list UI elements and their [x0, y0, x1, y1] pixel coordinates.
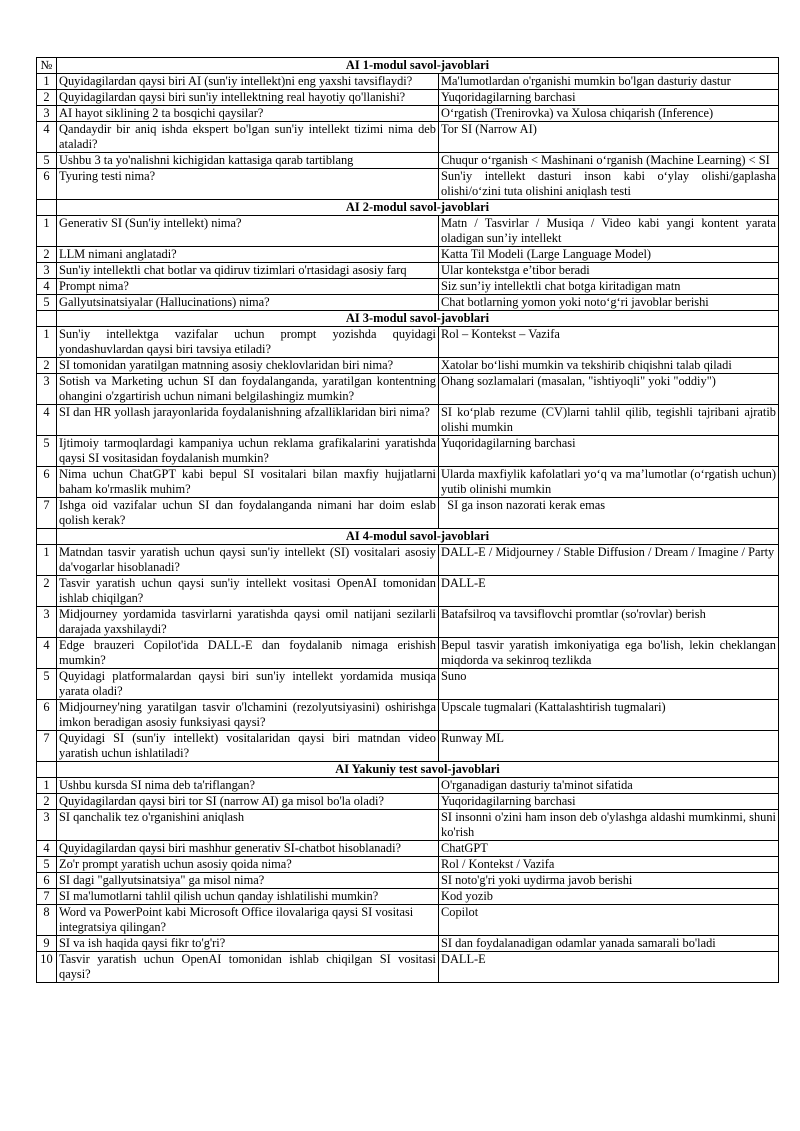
section-title: AI 1-modul savol-javoblari — [57, 58, 779, 74]
question-number: 6 — [37, 467, 57, 498]
question-text: Sun'iy intellektli chat botlar va qidiruv tizimlari o'rtasidagi asosiy farq — [57, 263, 439, 279]
question-text: Ushbu kursda SI nima deb ta'riflangan? — [57, 778, 439, 794]
question-number: 7 — [37, 731, 57, 762]
table-row — [37, 74, 779, 90]
answer-text: Upscale tugmalari (Kattalashtirish tugmalari) — [439, 700, 779, 731]
question-number: 2 — [37, 794, 57, 810]
question-text: Quyidagi SI (sun'iy intellekt) vositalaridan qaysi biri matndan video yaratish uchun ishlatiladi? — [57, 731, 439, 762]
question-text: Quyidagilardan qaysi biri AI (sun'iy intellekt)ni eng yaxshi tavsiflaydi? — [57, 74, 439, 90]
qa-table — [36, 57, 779, 983]
question-text: AI hayot siklining 2 ta bosqichi qaysilar? — [57, 106, 439, 122]
question-text: Midjourney'ning yaratilgan tasvir o'lchamini (rezolyutsiyasini) oshirishga imkon beradigan asosiy funksiyasi qaysi? — [57, 700, 439, 731]
question-text: Gallyutsinatsiyalar (Hallucinations) nima? — [57, 295, 439, 311]
table-row — [37, 169, 779, 200]
table-row — [37, 794, 779, 810]
answer-text: Ularda maxfiylik kafolatlari yo‘q va ma’lumotlar (o‘rgatish uchun) yutib olinishi mumkin — [439, 467, 779, 498]
question-number: 5 — [37, 857, 57, 873]
table-row — [37, 436, 779, 467]
answer-text: Ohang sozlamalari (masalan, "ishtiyoqli" yoki "oddiy") — [439, 374, 779, 405]
question-number: 3 — [37, 810, 57, 841]
table-row — [37, 405, 779, 436]
answer-text: Chuqur o‘rganish < Mashinani o‘rganish (Machine Learning) < SI — [439, 153, 779, 169]
question-number: 2 — [37, 90, 57, 106]
answer-text: O'rganadigan dasturiy ta'minot sifatida — [439, 778, 779, 794]
table-row — [37, 576, 779, 607]
answer-text: Siz sun’iy intellektli chat botga kiritadigan matn — [439, 279, 779, 295]
question-text: Quyidagilardan qaysi biri tor SI (narrow AI) ga misol bo'la oladi? — [57, 794, 439, 810]
question-number: 9 — [37, 936, 57, 952]
table-row — [37, 857, 779, 873]
table-row — [37, 638, 779, 669]
answer-text: Bepul tasvir yaratish imkoniyatiga ega bo'lish, lekin cheklangan miqdorda va sekinroq tezlikda — [439, 638, 779, 669]
question-number: 1 — [37, 778, 57, 794]
table-row — [37, 873, 779, 889]
section-number-cell — [37, 762, 57, 778]
question-number: 5 — [37, 153, 57, 169]
table-row — [37, 700, 779, 731]
question-number: 5 — [37, 436, 57, 467]
table-row — [37, 841, 779, 857]
section-title: AI 3-modul savol-javoblari — [57, 311, 779, 327]
question-number: 5 — [37, 295, 57, 311]
question-number: 1 — [37, 545, 57, 576]
answer-text: Ma'lumotlardan o'rganishi mumkin bo'lgan dasturiy dastur — [439, 74, 779, 90]
section-header-row — [37, 529, 779, 545]
table-row — [37, 279, 779, 295]
answer-text: Matn / Tasvirlar / Musiqa / Video kabi yangi kontent yarata oladigan sun’iy intellekt — [439, 216, 779, 247]
question-text: SI dan HR yollash jarayonlarida foydalanishning afzalliklaridan biri nima? — [57, 405, 439, 436]
table-row — [37, 669, 779, 700]
answer-text: Yuqoridagilarning barchasi — [439, 436, 779, 467]
question-number: 4 — [37, 638, 57, 669]
question-number: 4 — [37, 405, 57, 436]
question-text: Tasvir yaratish uchun OpenAI tomonidan ishlab chiqilgan SI vositasi qaysi? — [57, 952, 439, 983]
question-text: SI ma'lumotlarni tahlil qilish uchun qanday ishlatilishi mumkin? — [57, 889, 439, 905]
question-number: 1 — [37, 327, 57, 358]
question-text: Nima uchun ChatGPT kabi bepul SI vositalari bilan maxfiy hujjatlarni baham ko'rmaslik muhim? — [57, 467, 439, 498]
question-text: Matndan tasvir yaratish uchun qaysi sun'iy intellekt (SI) vositalari asosiy da'vogarlar hisoblanadi? — [57, 545, 439, 576]
question-number: 3 — [37, 263, 57, 279]
question-number: 4 — [37, 841, 57, 857]
answer-text: SI dan foydalanadigan odamlar yanada samarali bo'ladi — [439, 936, 779, 952]
answer-text: O‘rgatish (Trenirovka) va Xulosa chiqarish (Inference) — [439, 106, 779, 122]
question-text: SI qanchalik tez o'rganishini aniqlash — [57, 810, 439, 841]
section-number-cell — [37, 311, 57, 327]
answer-text: SI ko‘plab rezume (CV)larni tahlil qilib, tegishli tajribani ajratib olishi mumkin — [439, 405, 779, 436]
question-number: 1 — [37, 216, 57, 247]
answer-text: Yuqoridagilarning barchasi — [439, 794, 779, 810]
table-row — [37, 358, 779, 374]
table-row — [37, 889, 779, 905]
question-text: Tasvir yaratish uchun qaysi sun'iy intellekt vositasi OpenAI tomonidan ishlab chiqilgan? — [57, 576, 439, 607]
table-row — [37, 778, 779, 794]
question-number: 3 — [37, 374, 57, 405]
answer-text: SI noto'g'ri yoki uydirma javob berishi — [439, 873, 779, 889]
table-row — [37, 467, 779, 498]
question-text: SI dagi "gallyutsinatsiya" ga misol nima? — [57, 873, 439, 889]
section-number-cell — [37, 529, 57, 545]
question-text: LLM nimani anglatadi? — [57, 247, 439, 263]
question-text: Word va PowerPoint kabi Microsoft Office ilovalariga qaysi SI vositasi integratsiya qilingan? — [57, 905, 439, 936]
question-number: 5 — [37, 669, 57, 700]
answer-text: Runway ML — [439, 731, 779, 762]
table-row — [37, 90, 779, 106]
section-number-cell — [37, 200, 57, 216]
table-row — [37, 374, 779, 405]
document-page — [36, 57, 778, 983]
question-text: Zo'r prompt yaratish uchun asosiy qoida nima? — [57, 857, 439, 873]
section-header-row — [37, 311, 779, 327]
section-header-row — [37, 762, 779, 778]
table-row — [37, 936, 779, 952]
answer-text: Rol / Kontekst / Vazifa — [439, 857, 779, 873]
question-text: Qandaydir bir aniq ishda ekspert bo'lgan sun'iy intellekt tizimi nima deb ataladi? — [57, 122, 439, 153]
question-text: Midjourney yordamida tasvirlarni yaratishda qaysi omil natijani sezilarli darajada yaxshilaydi? — [57, 607, 439, 638]
table-row — [37, 153, 779, 169]
question-number: 8 — [37, 905, 57, 936]
section-title: AI Yakuniy test savol-javoblari — [57, 762, 779, 778]
answer-text: Sun'iy intellekt dasturi inson kabi o‘ylay olishi/gaplasha olishi/o‘zini tuta olishini aniqlash testi — [439, 169, 779, 200]
question-number: 6 — [37, 700, 57, 731]
answer-text: DALL-E — [439, 952, 779, 983]
question-number: 4 — [37, 279, 57, 295]
table-row — [37, 216, 779, 247]
question-number: 6 — [37, 169, 57, 200]
answer-text: DALL-E / Midjourney / Stable Diffusion / Dream / Imagine / Party — [439, 545, 779, 576]
question-number: 2 — [37, 247, 57, 263]
question-number: 10 — [37, 952, 57, 983]
answer-text: DALL-E — [439, 576, 779, 607]
table-row — [37, 607, 779, 638]
question-number: 4 — [37, 122, 57, 153]
section-header-row — [37, 200, 779, 216]
answer-text: Yuqoridagilarning barchasi — [439, 90, 779, 106]
table-row — [37, 545, 779, 576]
qa-table-body — [37, 58, 779, 983]
question-number: 3 — [37, 607, 57, 638]
table-row — [37, 731, 779, 762]
question-text: SI va ish haqida qaysi fikr to'g'ri? — [57, 936, 439, 952]
question-text: Ijtimoiy tarmoqlardagi kampaniya uchun reklama grafikalarini yaratishda qaysi SI vositasidan foydalanish mumkin? — [57, 436, 439, 467]
answer-text: Ular kontekstga e’tibor beradi — [439, 263, 779, 279]
answer-text: Kod yozib — [439, 889, 779, 905]
answer-text: Katta Til Modeli (Large Language Model) — [439, 247, 779, 263]
section-header-row — [37, 58, 779, 74]
question-text: Ishga oid vazifalar uchun SI dan foydalanganda nimani har doim eslab qolish kerak? — [57, 498, 439, 529]
question-text: Ushbu 3 ta yo'nalishni kichigidan kattasiga qarab tartiblang — [57, 153, 439, 169]
question-number: 7 — [37, 889, 57, 905]
question-text: Quyidagilardan qaysi biri mashhur generativ SI-chatbot hisoblanadi? — [57, 841, 439, 857]
table-row — [37, 263, 779, 279]
answer-text: Tor SI (Narrow AI) — [439, 122, 779, 153]
question-number: 3 — [37, 106, 57, 122]
question-text: Sotish va Marketing uchun SI dan foydalanganda, yaratilgan kontentning ohangini o'zgartirish uchun nimani belgilashingiz mumkin? — [57, 374, 439, 405]
question-text: SI tomonidan yaratilgan matnning asosiy cheklovlaridan biri nima? — [57, 358, 439, 374]
table-row — [37, 106, 779, 122]
table-row — [37, 905, 779, 936]
table-row — [37, 295, 779, 311]
question-text: Edge brauzeri Copilot'ida DALL-E dan foydalanib nimaga erishish mumkin? — [57, 638, 439, 669]
section-title: AI 2-modul savol-javoblari — [57, 200, 779, 216]
answer-text: SI insonni o'zini ham inson deb o'ylashga aldashi mumkinmi, shuni ko'rish — [439, 810, 779, 841]
answer-text: ChatGPT — [439, 841, 779, 857]
table-row — [37, 952, 779, 983]
answer-text: SI ga inson nazorati kerak emas — [439, 498, 779, 529]
question-number: 7 — [37, 498, 57, 529]
answer-text: Chat botlarning yomon yoki noto‘g‘ri javoblar berishi — [439, 295, 779, 311]
answer-text: Batafsilroq va tavsiflovchi promtlar (so'rovlar) berish — [439, 607, 779, 638]
answer-text: Copilot — [439, 905, 779, 936]
question-text: Generativ SI (Sun'iy intellekt) nima? — [57, 216, 439, 247]
question-text: Sun'iy intellektga vazifalar uchun prompt yozishda quyidagi yondashuvlardan qaysi biri tavsiya etiladi? — [57, 327, 439, 358]
table-row — [37, 810, 779, 841]
question-text: Tyuring testi nima? — [57, 169, 439, 200]
question-number: 2 — [37, 358, 57, 374]
table-row — [37, 498, 779, 529]
answer-text: Xatolar bo‘lishi mumkin va tekshirib chiqishni talab qiladi — [439, 358, 779, 374]
section-title: AI 4-modul savol-javoblari — [57, 529, 779, 545]
answer-text: Rol – Kontekst – Vazifa — [439, 327, 779, 358]
table-row — [37, 327, 779, 358]
question-text: Quyidagilardan qaysi biri sun'iy intellektning real hayotiy qo'llanishi? — [57, 90, 439, 106]
section-number-cell: № — [37, 58, 57, 74]
question-number: 1 — [37, 74, 57, 90]
question-text: Prompt nima? — [57, 279, 439, 295]
question-number: 6 — [37, 873, 57, 889]
question-number: 2 — [37, 576, 57, 607]
answer-text: Suno — [439, 669, 779, 700]
question-text: Quyidagi platformalardan qaysi biri sun'iy intellekt yordamida musiqa yarata oladi? — [57, 669, 439, 700]
table-row — [37, 122, 779, 153]
table-row — [37, 247, 779, 263]
